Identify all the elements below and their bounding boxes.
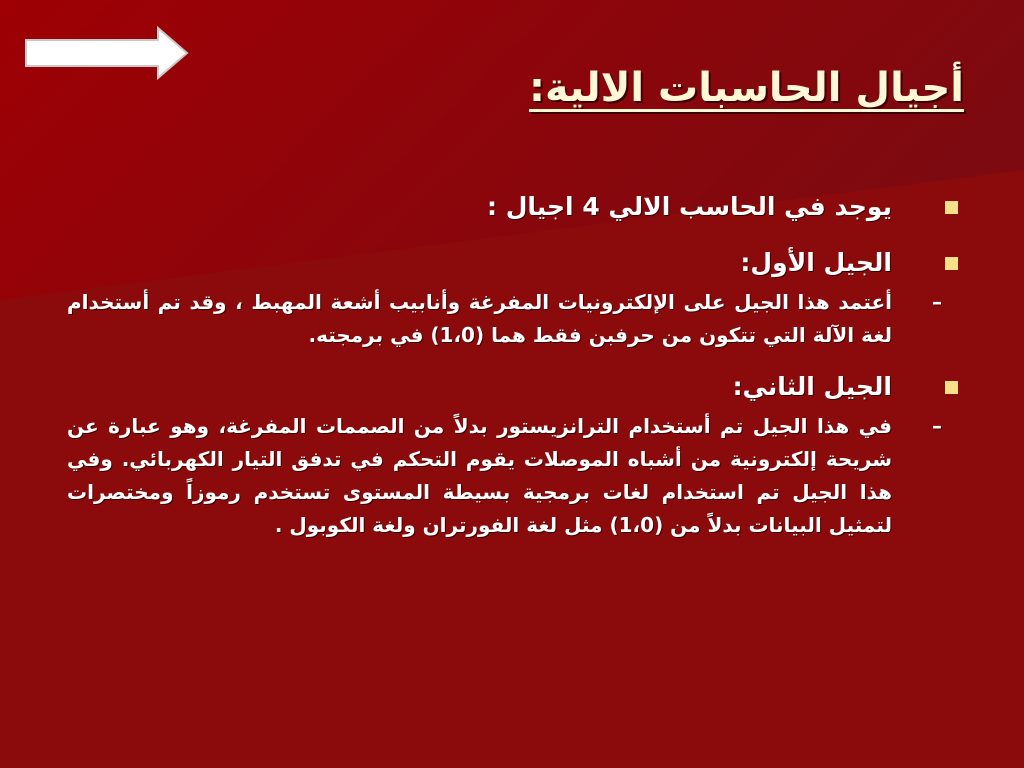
dash-bullet-icon: – [932,290,942,314]
bullet-text: الجيل الثاني: [732,372,892,401]
square-bullet-icon [945,257,958,270]
sub-item [57,286,962,352]
bullet-item [57,190,962,224]
sub-text: أعتمد هذا الجيل على الإلكترونيات المفرغة وأنابيب أشعة المهبط ، وقد تم أستخدام لغة الآلة التي تتكون من حرفبن فقط هما (1،0) في برمجته. [67,290,892,347]
dash-bullet-icon: – [932,414,942,438]
sub-text: في هذا الجيل تم أستخدام الترانزيستور بدلاً من الصممات المفرغة، وهو عبارة عن شريحة إلكترونية من أشباه الموصلات يقوم التحكم في تدفق التيار الكهربائي. وفي هذا الجيل تم استخدام لغات برمجية بسيطة المستوى تستخدم رموزاً ومختصرات لتمثيل البيانات بدلاً من (1،0) مثل لغة الفورتران ولغة الكوبول . [67,414,892,537]
square-bullet-icon [945,201,958,214]
bullet-item [57,246,962,280]
bullet-text: الجيل الأول: [740,248,892,277]
sub-item [57,410,962,542]
right-arrow-icon[interactable] [24,26,190,80]
bullet-item [57,370,962,404]
slide-content [57,190,962,542]
square-bullet-icon [945,381,958,394]
bullet-text: يوجد في الحاسب الالي 4 اجيال : [487,192,892,221]
slide-title: أجيال الحاسبات الالية: [529,65,964,111]
